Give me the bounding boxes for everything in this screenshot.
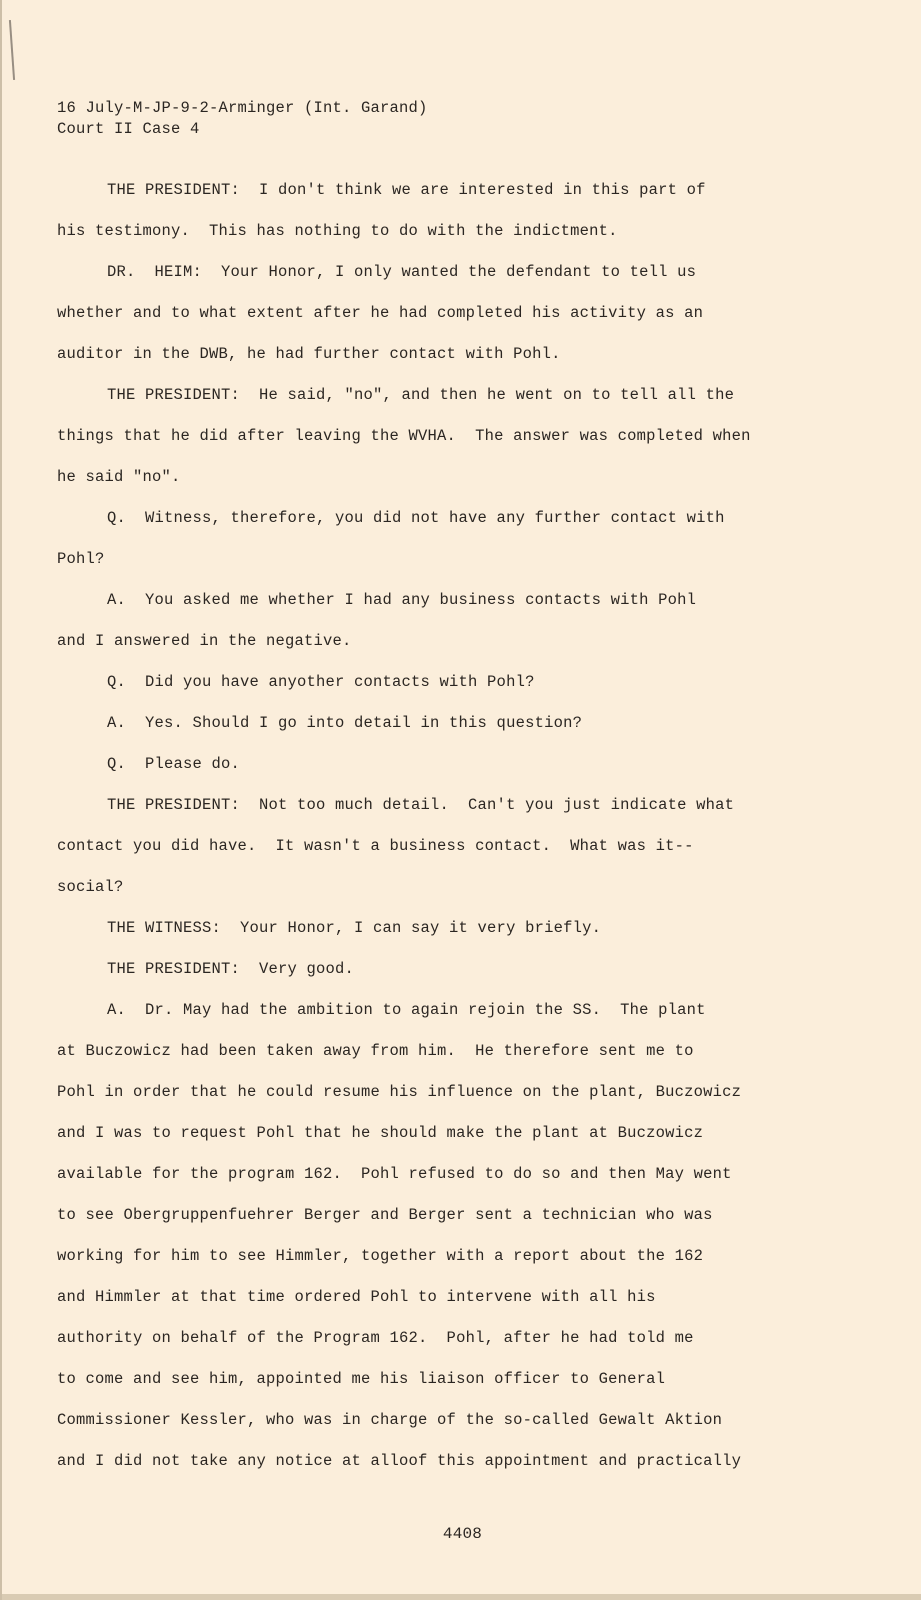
- transcript-line: and I did not take any notice at alloof this appointment and practically: [57, 1452, 742, 1470]
- transcript-line: A. You asked me whether I had any business contacts with Pohl: [107, 591, 697, 609]
- transcript-line: A. Yes. Should I go into detail in this question?: [107, 714, 583, 732]
- transcript-line: THE PRESIDENT: I don't think we are interested in this part of: [107, 181, 706, 199]
- transcript-line: to come and see him, appointed me his liaison officer to General: [57, 1370, 666, 1388]
- transcript-line: THE WITNESS: Your Honor, I can say it very briefly.: [107, 919, 602, 937]
- transcript-line: THE PRESIDENT: Very good.: [107, 960, 355, 978]
- transcript-line: whether and to what extent after he had completed his activity as an: [57, 304, 704, 322]
- transcript-body: [57, 170, 817, 1482]
- transcript-line: and Himmler at that time ordered Pohl to intervene with all his: [57, 1288, 656, 1306]
- transcript-line: at Buczowicz had been taken away from him. He therefore sent me to: [57, 1042, 694, 1060]
- transcript-line: Q. Witness, therefore, you did not have any further contact with: [107, 509, 725, 527]
- transcript-line: Q. Please do.: [107, 755, 241, 773]
- transcript-line: A. Dr. May had the ambition to again rejoin the SS. The plant: [107, 1001, 706, 1019]
- transcript-line: THE PRESIDENT: He said, "no", and then he went on to tell all the: [107, 386, 735, 404]
- transcript-line: he said "no".: [57, 468, 181, 486]
- transcript-line: working for him to see Himmler, together with a report about the 162: [57, 1247, 704, 1265]
- transcript-line: social?: [57, 878, 124, 896]
- transcript-line: THE PRESIDENT: Not too much detail. Can't you just indicate what: [107, 796, 735, 814]
- transcript-line: to see Obergruppenfuehrer Berger and Berger sent a technician who was: [57, 1206, 713, 1224]
- transcript-line: Pohl?: [57, 550, 105, 568]
- transcript-line: available for the program 162. Pohl refused to do so and then May went: [57, 1165, 732, 1183]
- transcript-line: Pohl in order that he could resume his influence on the plant, Buczowicz: [57, 1083, 742, 1101]
- page-bottom-edge: [2, 1594, 921, 1600]
- page-number: 4408: [442, 1525, 483, 1543]
- transcript-line: auditor in the DWB, he had further contact with Pohl.: [57, 345, 561, 363]
- transcript-line: his testimony. This has nothing to do with the indictment.: [57, 222, 618, 240]
- transcript-line: contact you did have. It wasn't a business contact. What was it--: [57, 837, 694, 855]
- transcript-line: things that he did after leaving the WVHA. The answer was completed when: [57, 427, 751, 445]
- header-line-2: Court II Case 4: [57, 120, 200, 138]
- transcript-line: Commissioner Kessler, who was in charge of the so-called Gewalt Aktion: [57, 1411, 723, 1429]
- header-line-1: 16 July-M-JP-9-2-Arminger (Int. Garand): [57, 99, 428, 117]
- margin-mark: [9, 20, 15, 80]
- document-header: [57, 98, 428, 140]
- transcript-line: DR. HEIM: Your Honor, I only wanted the defendant to tell us: [107, 263, 697, 281]
- transcript-line: authority on behalf of the Program 162. Pohl, after he had told me: [57, 1329, 694, 1347]
- transcript-line: Q. Did you have anyother contacts with Pohl?: [107, 673, 535, 691]
- transcript-line: and I answered in the negative.: [57, 632, 352, 650]
- transcript-line: and I was to request Pohl that he should make the plant at Buczowicz: [57, 1124, 704, 1142]
